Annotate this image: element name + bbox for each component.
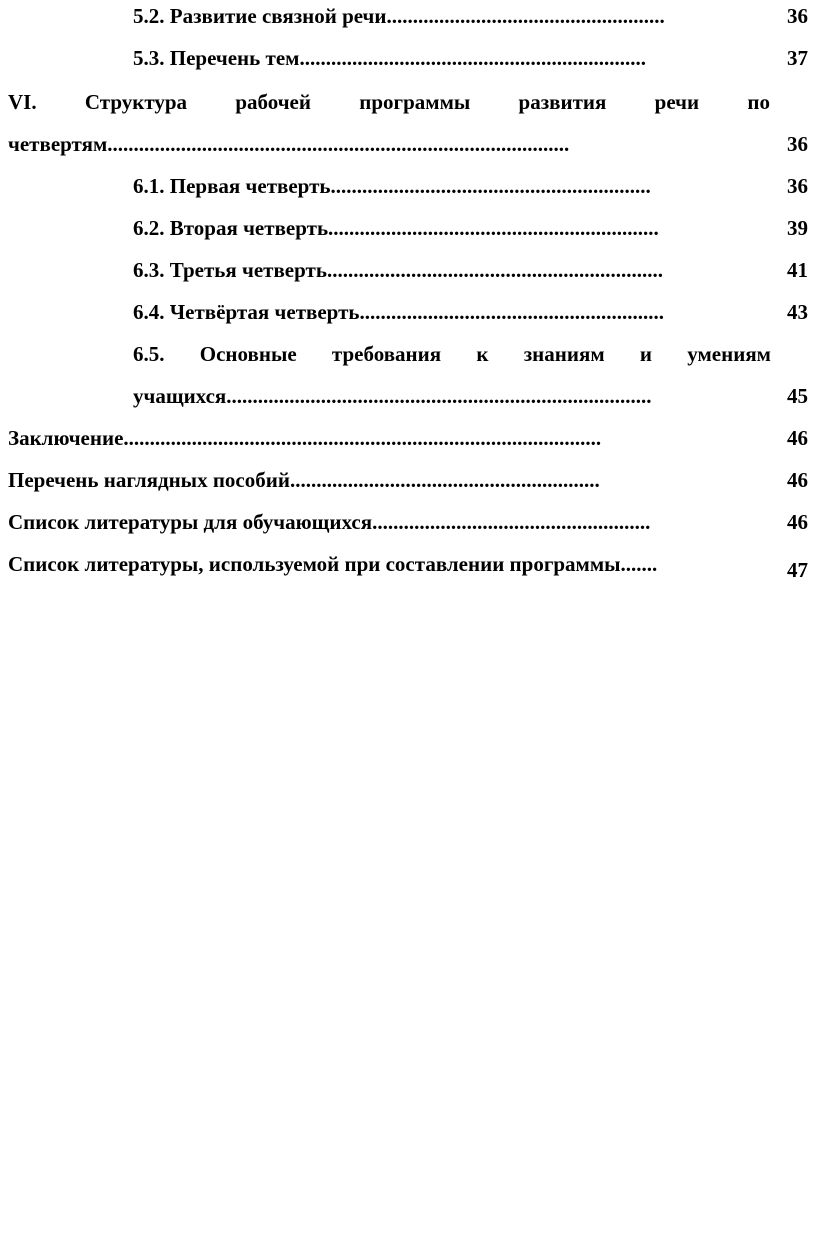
toc-entry: [0, 465, 816, 495]
toc-entry-title: 6.4. Четвёртая четверть..........................................................: [133, 300, 665, 324]
toc-entry-title-line1: VI. Структура рабочей программы развития речи по: [8, 90, 770, 114]
toc-entry-title: 5.3. Перечень тем..................................................................: [133, 46, 646, 70]
toc-entry-page: 43: [787, 300, 808, 324]
toc-entry: [0, 549, 816, 582]
toc-entry-page: 46: [787, 426, 808, 450]
toc-entry-page: 37: [787, 46, 808, 70]
toc-entry-title: Заключение...........................................................................................: [8, 426, 602, 450]
toc-entry-title: Список литературы для обучающихся.....................................................: [8, 510, 651, 534]
toc-entry: [0, 255, 816, 285]
toc-entry-page: 46: [787, 468, 808, 492]
toc-entry: [0, 1, 816, 31]
toc-entry-title: 5.2. Развитие связной речи.....................................................: [133, 4, 665, 28]
toc-entry: [0, 43, 816, 73]
toc-entry-title: 6.2. Вторая четверть...............................................................: [133, 216, 659, 240]
toc-entry: [0, 213, 816, 243]
toc-entry-page: 36: [787, 132, 808, 156]
toc-entry-title-line2: четвертям........................................................................................: [8, 132, 570, 156]
toc-entry-title: 6.1. Первая четверть.............................................................: [133, 174, 651, 198]
toc-entry-page: 39: [787, 216, 808, 240]
toc-entry-title: Перечень наглядных пособий...........................................................: [8, 468, 600, 492]
toc-entry: [0, 381, 816, 411]
toc-entry-title: Список литературы, используемой при составлении программы.......: [8, 552, 658, 576]
toc-entry-title-line2: учащихся.................................................................................: [133, 384, 652, 408]
toc-entry-page: 41: [787, 258, 808, 282]
toc-entry: [0, 297, 816, 327]
toc-entry: [0, 129, 816, 159]
toc-entry: [0, 171, 816, 201]
toc-entry-page: 36: [787, 4, 808, 28]
toc-entry-page: 45: [787, 384, 808, 408]
toc-entry-page: 46: [787, 510, 808, 534]
toc-entry-title-line1: 6.5. Основные требования к знаниям и умениям: [133, 342, 771, 366]
toc-entry: [0, 507, 816, 537]
toc-entry-title: 6.3. Третья четверть................................................................: [133, 258, 663, 282]
toc-entry-page: 36: [787, 174, 808, 198]
toc-entry: [0, 423, 816, 453]
toc-entry-page: 47: [787, 558, 808, 582]
